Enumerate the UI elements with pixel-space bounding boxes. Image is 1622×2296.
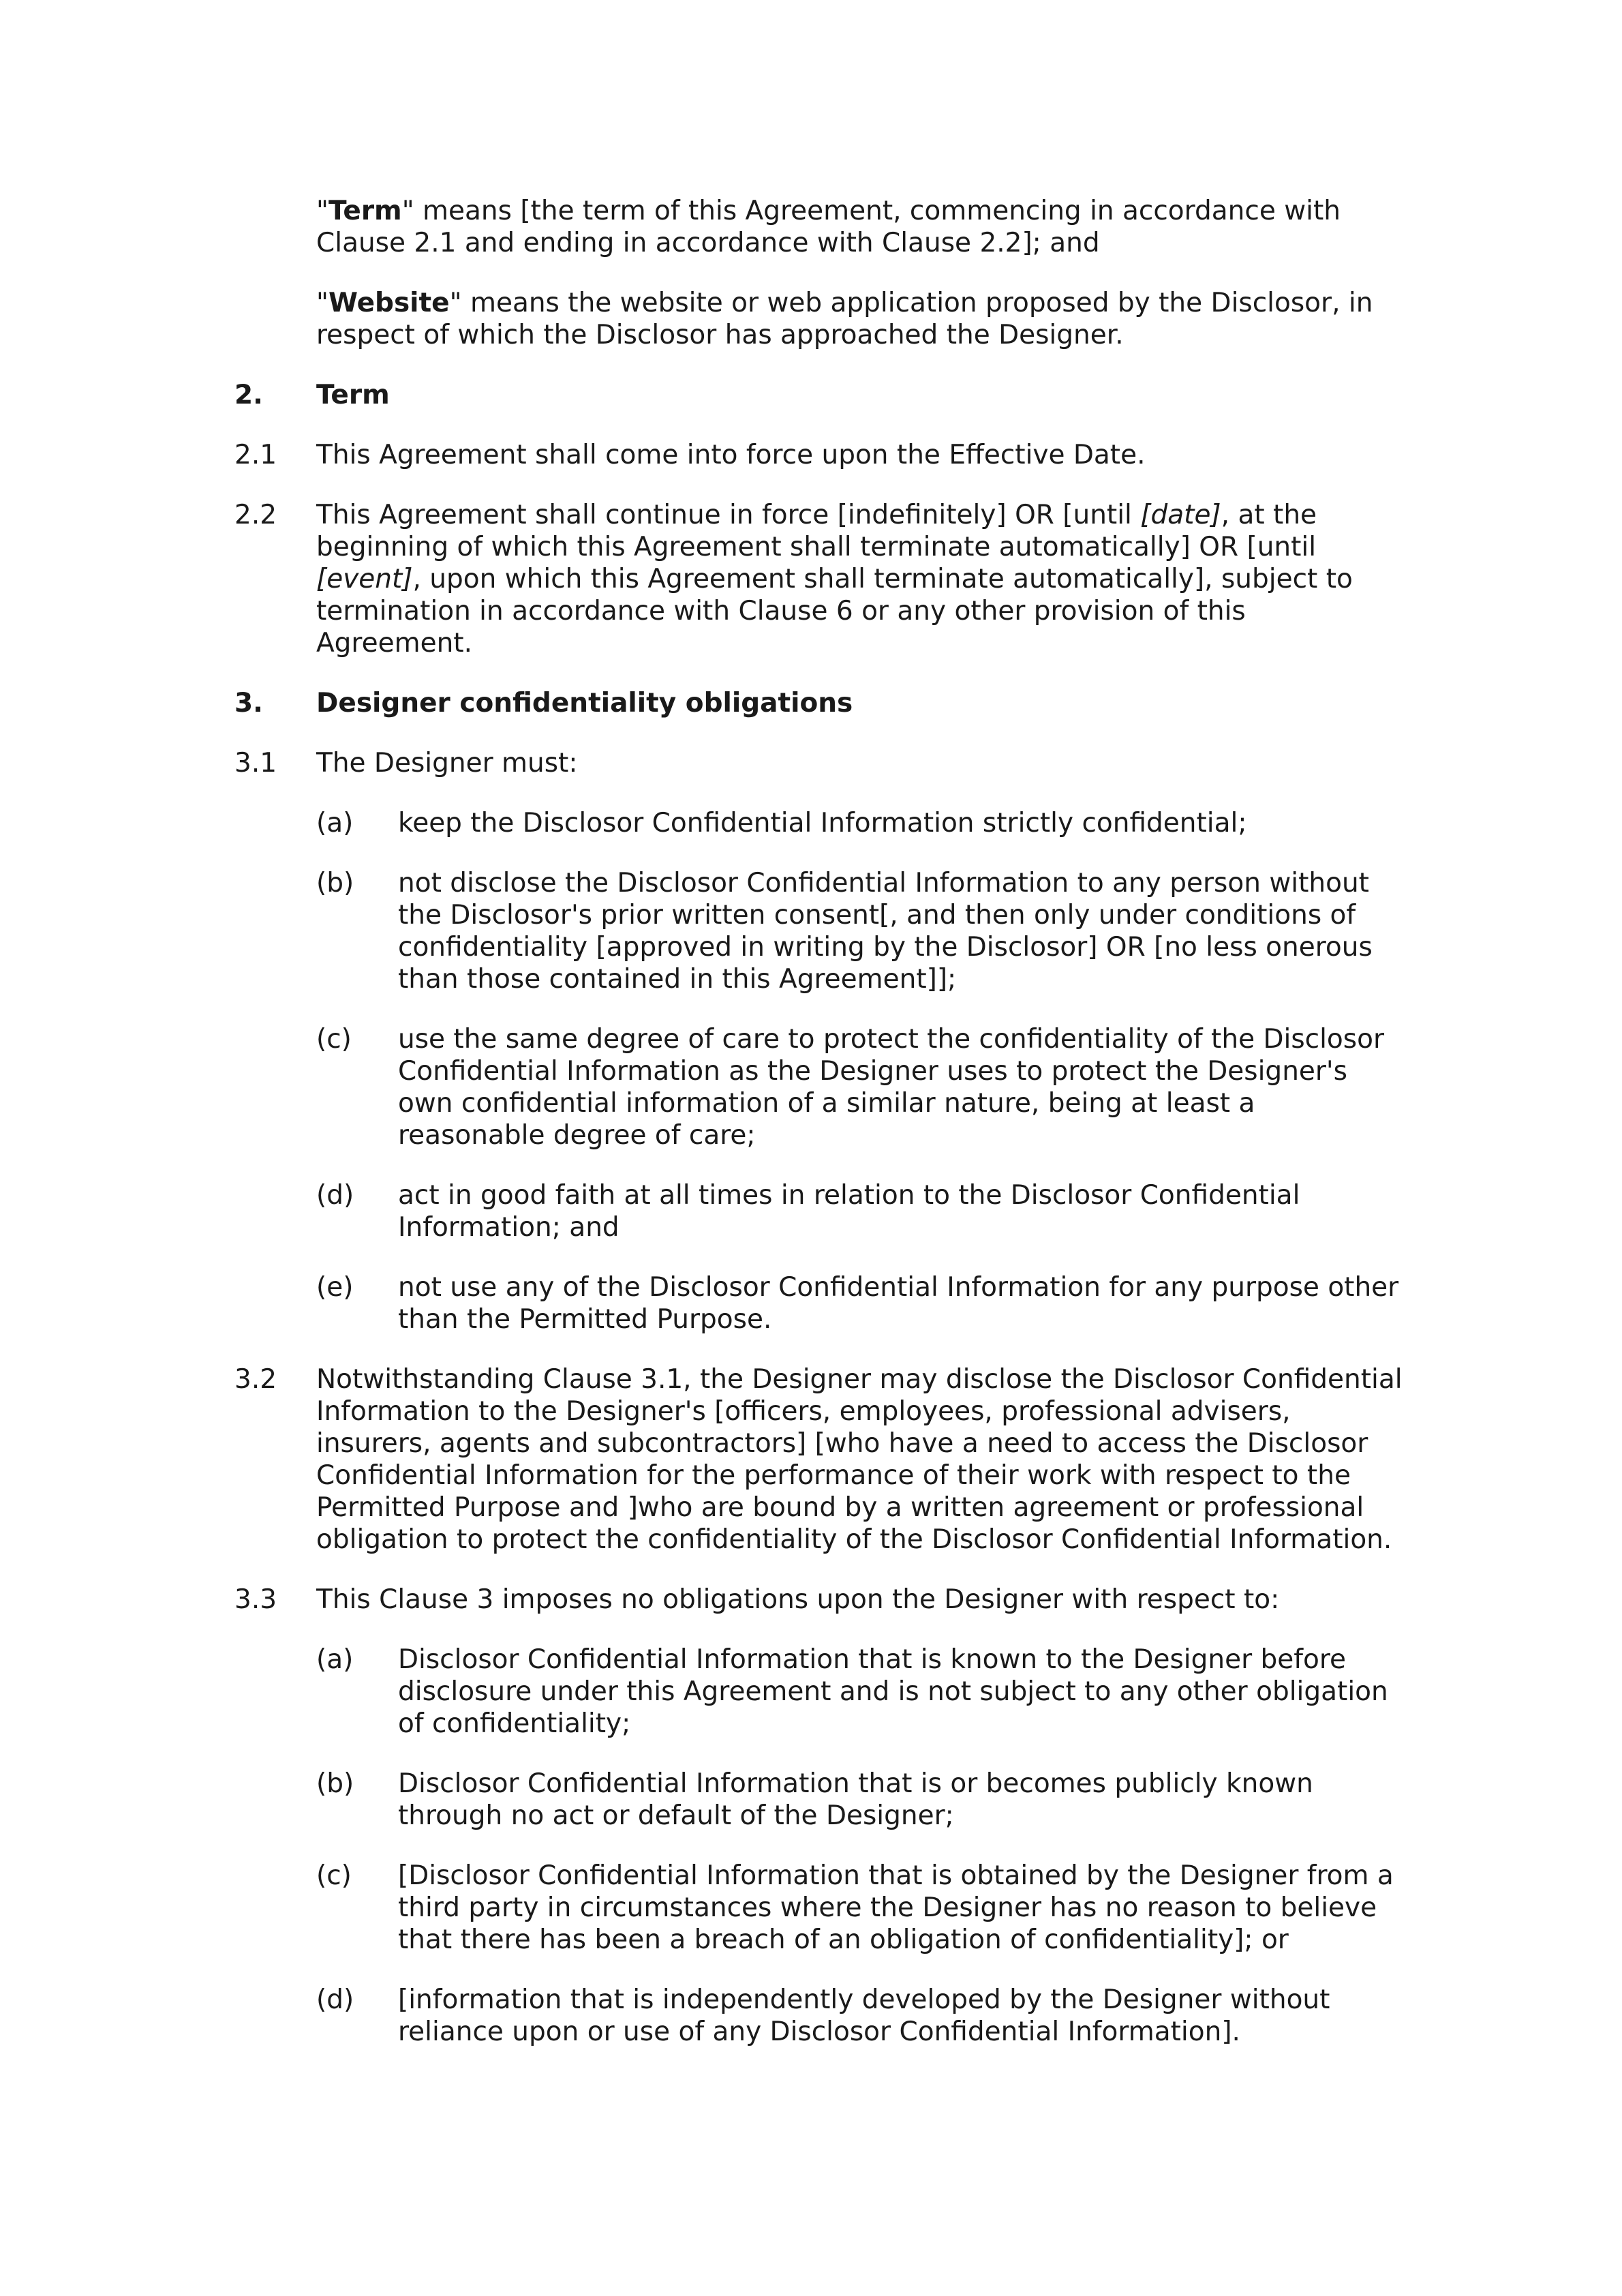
- sub-clause-letter: (d): [316, 1180, 354, 1211]
- clause-number: 2.1: [234, 440, 277, 470]
- sub-clause-letter: (d): [316, 1984, 354, 2015]
- sub-clause-text: Disclosor Confidential Information that is or becomes publicly known through no act or default of the Designer;: [398, 1768, 1313, 1831]
- defined-term: Term: [328, 196, 402, 226]
- clause-3-3: [234, 1584, 1407, 1616]
- sub-clause-text: [Disclosor Confidential Information that is obtained by the Designer from a third party in circumstances where the Designer has no reason to believe that there has been a breach of an obligation of confidentiality]; or: [398, 1860, 1394, 1955]
- section-number: 2.: [234, 380, 263, 410]
- placeholder-event: [event]: [316, 564, 413, 594]
- clause-number: 3.3: [234, 1584, 277, 1615]
- sub-clause-text: use the same degree of care to protect the confidentiality of the Disclosor Confidential Information as the Designer uses to protect the Designer's own confidential information of a similar nature, being at least a reasonable degree of care;: [398, 1024, 1384, 1151]
- clause-3-2: [234, 1363, 1407, 1556]
- sub-clause-3-1-c: [316, 1023, 1407, 1151]
- sub-clause-letter: (b): [316, 868, 354, 898]
- definition-text: " means the website or web application proposed by the Disclosor, in respect of which the Disclosor has approached the Designer.: [316, 288, 1373, 350]
- clause-3-1: [234, 747, 1407, 779]
- clause-text: This Clause 3 imposes no obligations upon the Designer with respect to:: [316, 1584, 1280, 1615]
- sub-clause-letter: (e): [316, 1272, 354, 1303]
- section-number: 3.: [234, 688, 263, 719]
- sub-clause-3-1-b: [316, 867, 1407, 995]
- section-title: Designer confidentiality obligations: [316, 688, 853, 719]
- sub-clause-3-3-c: [316, 1860, 1407, 1956]
- clause-text: This Agreement shall come into force upon the Effective Date.: [316, 440, 1146, 470]
- sub-clause-3-1-d: [316, 1179, 1407, 1243]
- section-heading-2: [234, 379, 1407, 411]
- sub-clause-3-3-a: [316, 1644, 1407, 1740]
- clause-number: 2.2: [234, 500, 277, 530]
- sub-clause-text: not disclose the Disclosor Confidential Information to any person without the Disclosor's prior written consent[, and then only under conditions of confidentiality [approved in writing by the Disclosor] OR [no less onerous than those contained in this Agreement]];: [398, 868, 1373, 995]
- sub-clause-letter: (a): [316, 808, 354, 839]
- clause-text: The Designer must:: [316, 748, 578, 779]
- sub-clause-3-3-b: [316, 1768, 1407, 1832]
- definition-website: "Website" means the website or web application proposed by the Disclosor, in respect of which the Disclosor has approached the Designer.: [316, 288, 1373, 350]
- clause-text: [316, 499, 1407, 659]
- sub-clause-letter: (a): [316, 1644, 354, 1675]
- sub-clause-letter: (c): [316, 1024, 352, 1055]
- clause-2-2: [234, 499, 1407, 659]
- sub-clause-letter: (c): [316, 1860, 352, 1891]
- section-title: Term: [316, 380, 390, 410]
- document-body: [234, 195, 1407, 2076]
- sub-clause-text: Disclosor Confidential Information that is known to the Designer before disclosure under this Agreement and is not subject to any other obligation of confidentiality;: [398, 1644, 1388, 1739]
- sub-clause-text: keep the Disclosor Confidential Information strictly confidential;: [398, 808, 1247, 839]
- sub-clause-text: [information that is independently developed by the Designer without reliance upon or use of any Disclosor Confidential Information].: [398, 1984, 1330, 2047]
- clause-text: Notwithstanding Clause 3.1, the Designer may disclose the Disclosor Confidential Information to the Designer's [officers, employees, professional advisers, insurers, agents and subcontractors] [who have a need to access the Disclosor Confidential Information for the performance of their work with respect to the Permitted Purpose and ]who are bound by a written agreement or professional obligation to protect the confidentiality of the Disclosor Confidential Information.: [316, 1364, 1403, 1555]
- placeholder-date: [date]: [1140, 500, 1221, 530]
- clause-text-part: , upon which this Agreement shall terminate automatically], subject to termination in accordance with Clause 6 or any other provision of this Agreement.: [316, 564, 1353, 659]
- clause-text-part: This Agreement shall continue in force [indefinitely] OR [until: [316, 500, 1141, 530]
- clause-2-1: [234, 439, 1407, 471]
- definition-term: "Term" means [the term of this Agreement, commencing in accordance with Clause 2.1 and ending in accordance with Clause 2.2]; and: [316, 196, 1341, 258]
- section-heading-3: [234, 687, 1407, 719]
- clause-number: 3.2: [234, 1364, 277, 1395]
- sub-clause-text: not use any of the Disclosor Confidential Information for any purpose other than the Permitted Purpose.: [398, 1272, 1399, 1335]
- clause-number: 3.1: [234, 748, 277, 779]
- sub-clause-letter: (b): [316, 1768, 354, 1799]
- sub-clause-3-3-d: [316, 1984, 1407, 2048]
- sub-clause-text: act in good faith at all times in relation to the Disclosor Confidential Information; and: [398, 1180, 1300, 1243]
- definition-text: " means [the term of this Agreement, commencing in accordance with Clause 2.1 and ending in accordance with Clause 2.2]; and: [316, 196, 1341, 258]
- sub-clause-3-1-a: [316, 807, 1407, 839]
- defined-term: Website: [328, 288, 450, 318]
- sub-clause-3-1-e: [316, 1271, 1407, 1335]
- clause-text-part: , at the beginning of which this Agreement shall terminate automatically] OR [until: [316, 500, 1317, 562]
